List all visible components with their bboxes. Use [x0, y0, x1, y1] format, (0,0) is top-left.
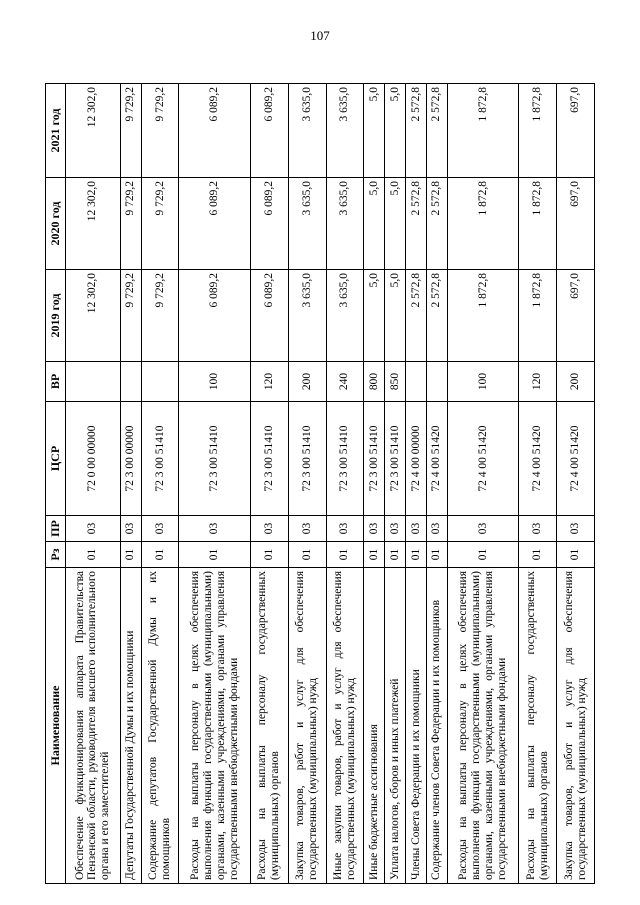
- row-2019: 5,0: [385, 270, 406, 362]
- row-vr: 850: [385, 362, 406, 402]
- row-vr: 120: [250, 362, 288, 402]
- row-pr: 03: [66, 516, 121, 542]
- header-2021: 2021 год: [46, 84, 66, 178]
- row-name: Иные бюджетные ассигнования: [364, 568, 385, 884]
- table-row: [557, 84, 595, 884]
- row-csr: 72 4 00 51420: [447, 402, 519, 516]
- row-2021: 5,0: [385, 84, 406, 178]
- row-rz: 01: [426, 542, 447, 568]
- row-name: Закупка товаров, работ и услуг для обеспечения государственных (муниципальных) нужд: [557, 568, 595, 884]
- row-pr: 03: [250, 516, 288, 542]
- budget-table: [45, 83, 595, 884]
- row-vr: 800: [364, 362, 385, 402]
- row-2020: 9 729,2: [141, 178, 179, 270]
- row-2021: 9 729,2: [141, 84, 179, 178]
- row-2019: 3 635,0: [288, 270, 326, 362]
- row-csr: 72 0 00 00000: [66, 402, 121, 516]
- row-2020: 6 089,2: [250, 178, 288, 270]
- row-2021: 3 635,0: [288, 84, 326, 178]
- row-vr: 200: [288, 362, 326, 402]
- row-2021: 2 572,8: [406, 84, 427, 178]
- row-pr: 03: [447, 516, 519, 542]
- row-vr: [66, 362, 121, 402]
- row-pr: 03: [120, 516, 141, 542]
- table-body: [66, 84, 595, 884]
- table-row: [385, 84, 406, 884]
- row-vr: 240: [326, 362, 364, 402]
- row-2019: 1 872,8: [447, 270, 519, 362]
- row-rz: 01: [66, 542, 121, 568]
- header-2019: 2019 год: [46, 270, 66, 362]
- row-rz: 01: [288, 542, 326, 568]
- table-row: [141, 84, 179, 884]
- table-row: [66, 84, 121, 884]
- row-name: Обеспечение функционирования аппарата Правительства Пензенской области, руководителя высшего исполнительного органа и его заместителей: [66, 568, 121, 884]
- row-name: Содержание членов Совета Федерации и их помощников: [426, 568, 447, 884]
- row-pr: 03: [288, 516, 326, 542]
- row-rz: 01: [385, 542, 406, 568]
- row-2021: 9 729,2: [120, 84, 141, 178]
- table-row: [250, 84, 288, 884]
- row-rz: 01: [406, 542, 427, 568]
- row-2021: 2 572,8: [426, 84, 447, 178]
- row-pr: 03: [519, 516, 557, 542]
- row-2021: 1 872,8: [447, 84, 519, 178]
- header-rz: Рз: [46, 542, 66, 568]
- row-name: Уплата налогов, сборов и иных платежей: [385, 568, 406, 884]
- row-vr: 120: [519, 362, 557, 402]
- row-csr: 72 3 00 51410: [250, 402, 288, 516]
- table-header-row: [46, 84, 66, 884]
- row-csr: 72 3 00 51410: [385, 402, 406, 516]
- table-row: [179, 84, 251, 884]
- row-name: Члены Совета Федерации и их помощники: [406, 568, 427, 884]
- row-csr: 72 3 00 51410: [141, 402, 179, 516]
- row-2020: 6 089,2: [179, 178, 251, 270]
- row-csr: 72 3 00 51410: [326, 402, 364, 516]
- row-pr: 03: [385, 516, 406, 542]
- row-name: Расходы на выплаты персоналу в целях обеспечения выполнения функций государственными (муниципальными) органами, казенными учреждениями, органами управления государственными внебюджетными фондами: [447, 568, 519, 884]
- row-csr: 72 3 00 51410: [288, 402, 326, 516]
- header-pr: ПР: [46, 516, 66, 542]
- row-2019: 12 302,0: [66, 270, 121, 362]
- row-2021: 3 635,0: [326, 84, 364, 178]
- row-vr: 200: [557, 362, 595, 402]
- row-pr: 03: [557, 516, 595, 542]
- row-2019: 3 635,0: [326, 270, 364, 362]
- header-csr: ЦСР: [46, 402, 66, 516]
- row-2020: 1 872,8: [519, 178, 557, 270]
- row-2019: 697,0: [557, 270, 595, 362]
- row-2019: 2 572,8: [406, 270, 427, 362]
- table-row: [406, 84, 427, 884]
- row-rz: 01: [447, 542, 519, 568]
- row-vr: [120, 362, 141, 402]
- row-rz: 01: [364, 542, 385, 568]
- table-row: [288, 84, 326, 884]
- row-rz: 01: [120, 542, 141, 568]
- row-2020: 5,0: [364, 178, 385, 270]
- row-csr: 72 3 00 51410: [179, 402, 251, 516]
- header-2020: 2020 год: [46, 178, 66, 270]
- row-vr: [426, 362, 447, 402]
- row-name: Содержание депутатов Государственной Думы и их помощников: [141, 568, 179, 884]
- row-vr: 100: [447, 362, 519, 402]
- row-csr: 72 4 00 51420: [519, 402, 557, 516]
- row-2020: 3 635,0: [288, 178, 326, 270]
- row-2019: 2 572,8: [426, 270, 447, 362]
- row-pr: 03: [141, 516, 179, 542]
- row-2019: 1 872,8: [519, 270, 557, 362]
- row-rz: 01: [250, 542, 288, 568]
- row-pr: 03: [426, 516, 447, 542]
- table-row: [364, 84, 385, 884]
- row-2019: 6 089,2: [250, 270, 288, 362]
- row-csr: 72 4 00 00000: [406, 402, 427, 516]
- header-name: Наименование: [46, 568, 66, 884]
- row-csr: 72 4 00 51420: [557, 402, 595, 516]
- table-row: [519, 84, 557, 884]
- row-2020: 2 572,8: [406, 178, 427, 270]
- row-name: Закупка товаров, работ и услуг для обеспечения государственных (муниципальных) нужд: [288, 568, 326, 884]
- row-rz: 01: [557, 542, 595, 568]
- row-pr: 03: [364, 516, 385, 542]
- row-csr: 72 4 00 51420: [426, 402, 447, 516]
- row-pr: 03: [179, 516, 251, 542]
- row-2020: 5,0: [385, 178, 406, 270]
- table-row: [326, 84, 364, 884]
- row-csr: 72 3 00 51410: [364, 402, 385, 516]
- page-number: 107: [310, 28, 330, 43]
- row-vr: 100: [179, 362, 251, 402]
- row-2020: 3 635,0: [326, 178, 364, 270]
- row-2019: 9 729,2: [120, 270, 141, 362]
- row-name: Расходы на выплаты персоналу государственных (муниципальных) органов: [519, 568, 557, 884]
- row-2020: 697,0: [557, 178, 595, 270]
- row-2021: 697,0: [557, 84, 595, 178]
- row-vr: [406, 362, 427, 402]
- row-2021: 5,0: [364, 84, 385, 178]
- row-vr: [141, 362, 179, 402]
- row-2020: 1 872,8: [447, 178, 519, 270]
- row-rz: 01: [326, 542, 364, 568]
- row-name: Иные закупки товаров, работ и услуг для обеспечения государственных (муниципальных) нужд: [326, 568, 364, 884]
- row-pr: 03: [326, 516, 364, 542]
- table-row: [447, 84, 519, 884]
- row-name: Расходы на выплаты персоналу в целях обеспечения выполнения функций государственными (муниципальными) органами, казенными учреждениями, органами управления государственными внебюджетными фондами: [179, 568, 251, 884]
- row-pr: 03: [406, 516, 427, 542]
- row-2021: 6 089,2: [250, 84, 288, 178]
- row-2021: 1 872,8: [519, 84, 557, 178]
- row-2020: 2 572,8: [426, 178, 447, 270]
- row-2021: 6 089,2: [179, 84, 251, 178]
- row-rz: 01: [141, 542, 179, 568]
- row-rz: 01: [519, 542, 557, 568]
- row-rz: 01: [179, 542, 251, 568]
- row-2020: 9 729,2: [120, 178, 141, 270]
- row-name: Депутаты Государственной Думы и их помощники: [120, 568, 141, 884]
- row-2019: 9 729,2: [141, 270, 179, 362]
- row-name: Расходы на выплаты персоналу государственных (муниципальных) органов: [250, 568, 288, 884]
- table-row: [120, 84, 141, 884]
- table-row: [426, 84, 447, 884]
- row-2020: 12 302,0: [66, 178, 121, 270]
- row-2019: 5,0: [364, 270, 385, 362]
- header-vr: ВР: [46, 362, 66, 402]
- row-csr: 72 3 00 00000: [120, 402, 141, 516]
- budget-table-rotated: [45, 84, 595, 884]
- row-2019: 6 089,2: [179, 270, 251, 362]
- row-2021: 12 302,0: [66, 84, 121, 178]
